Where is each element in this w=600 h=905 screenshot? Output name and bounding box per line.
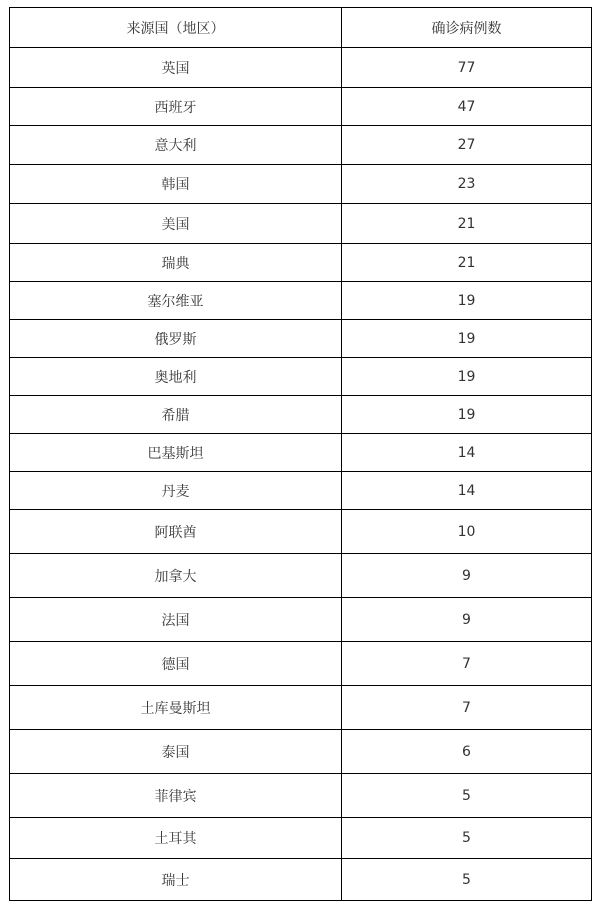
country-cell: 巴基斯坦 bbox=[10, 434, 342, 472]
table-row bbox=[10, 859, 592, 901]
count-cell: 23 bbox=[342, 165, 592, 204]
country-cell: 美国 bbox=[10, 204, 342, 244]
table-row bbox=[10, 642, 592, 686]
country-cell: 菲律宾 bbox=[10, 774, 342, 818]
table-row bbox=[10, 472, 592, 510]
country-cell: 泰国 bbox=[10, 730, 342, 774]
table-row bbox=[10, 320, 592, 358]
count-cell: 19 bbox=[342, 320, 592, 358]
table-row bbox=[10, 282, 592, 320]
country-cell: 德国 bbox=[10, 642, 342, 686]
count-cell: 19 bbox=[342, 282, 592, 320]
count-cell: 7 bbox=[342, 642, 592, 686]
header-origin-country: 来源国（地区） bbox=[10, 8, 342, 48]
count-cell: 9 bbox=[342, 598, 592, 642]
count-cell: 21 bbox=[342, 204, 592, 244]
country-cell: 土库曼斯坦 bbox=[10, 686, 342, 730]
table-row bbox=[10, 774, 592, 818]
count-cell: 5 bbox=[342, 859, 592, 901]
table-header-row bbox=[10, 8, 592, 48]
table-row bbox=[10, 510, 592, 554]
country-cell: 韩国 bbox=[10, 165, 342, 204]
country-cell: 土耳其 bbox=[10, 818, 342, 859]
table-row bbox=[10, 358, 592, 396]
table-row bbox=[10, 396, 592, 434]
country-cell: 奥地利 bbox=[10, 358, 342, 396]
country-cell: 阿联酋 bbox=[10, 510, 342, 554]
count-cell: 14 bbox=[342, 472, 592, 510]
count-cell: 77 bbox=[342, 48, 592, 88]
country-cell: 加拿大 bbox=[10, 554, 342, 598]
count-cell: 14 bbox=[342, 434, 592, 472]
count-cell: 5 bbox=[342, 818, 592, 859]
country-cell: 瑞士 bbox=[10, 859, 342, 901]
table-row bbox=[10, 598, 592, 642]
table-row bbox=[10, 730, 592, 774]
country-cell: 希腊 bbox=[10, 396, 342, 434]
table-row bbox=[10, 818, 592, 859]
count-cell: 19 bbox=[342, 358, 592, 396]
country-cell: 法国 bbox=[10, 598, 342, 642]
country-cell: 英国 bbox=[10, 48, 342, 88]
table-row bbox=[10, 165, 592, 204]
table-row bbox=[10, 434, 592, 472]
country-cell: 塞尔维亚 bbox=[10, 282, 342, 320]
country-cell: 意大利 bbox=[10, 126, 342, 165]
count-cell: 21 bbox=[342, 244, 592, 282]
country-cell: 西班牙 bbox=[10, 88, 342, 126]
count-cell: 6 bbox=[342, 730, 592, 774]
count-cell: 19 bbox=[342, 396, 592, 434]
count-cell: 47 bbox=[342, 88, 592, 126]
country-cell: 丹麦 bbox=[10, 472, 342, 510]
table-row bbox=[10, 48, 592, 88]
count-cell: 7 bbox=[342, 686, 592, 730]
count-cell: 10 bbox=[342, 510, 592, 554]
country-cell: 俄罗斯 bbox=[10, 320, 342, 358]
table-row bbox=[10, 244, 592, 282]
count-cell: 27 bbox=[342, 126, 592, 165]
country-cell: 瑞典 bbox=[10, 244, 342, 282]
count-cell: 5 bbox=[342, 774, 592, 818]
count-cell: 9 bbox=[342, 554, 592, 598]
table-row bbox=[10, 686, 592, 730]
header-confirmed-cases: 确诊病例数 bbox=[342, 8, 592, 48]
cases-by-origin-table bbox=[9, 7, 592, 901]
table-row bbox=[10, 204, 592, 244]
table-row bbox=[10, 88, 592, 126]
table-row bbox=[10, 554, 592, 598]
table-row bbox=[10, 126, 592, 165]
